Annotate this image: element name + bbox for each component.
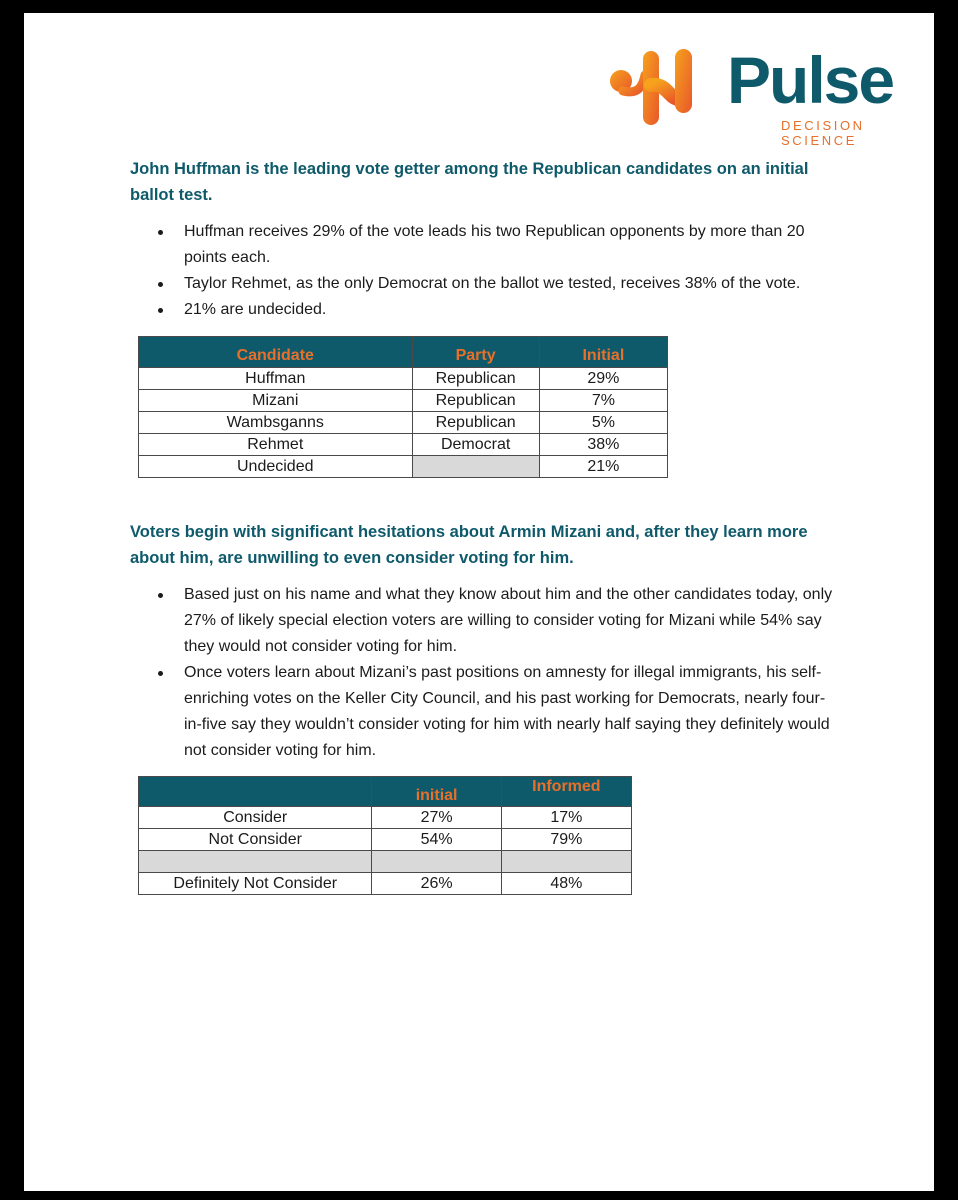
table-cell: 17% — [501, 807, 631, 829]
table-cell: Rehmet — [139, 434, 413, 456]
bullet-dot-icon — [158, 282, 163, 287]
table-cell: 48% — [501, 873, 631, 895]
table-cell: Wambsganns — [139, 412, 413, 434]
table-cell: 5% — [539, 412, 667, 434]
section2-bullet-list — [154, 582, 834, 764]
table-row — [139, 456, 668, 478]
pulse-logo-mark-icon — [609, 39, 709, 135]
table-cell: Democrat — [412, 434, 539, 456]
table-cell: Republican — [412, 390, 539, 412]
list-item: Huffman receives 29% of the vote leads his two Republican opponents by more than 20 points each. — [154, 219, 834, 271]
list-item: 21% are undecided. — [154, 297, 834, 323]
column-header: Candidate — [139, 337, 413, 368]
table-row — [139, 412, 668, 434]
table-header-row — [139, 777, 632, 807]
bullet-dot-icon — [158, 671, 163, 676]
table-cell — [501, 851, 631, 873]
document-page — [24, 13, 934, 1191]
table-cell: Definitely Not Consider — [139, 873, 372, 895]
list-item: Based just on his name and what they know about him and the other candidates today, only 27% of likely special election voters are willing to consider voting for Mizani while 54% say they would not consider voting for him. — [154, 582, 834, 660]
table-cell: 54% — [372, 829, 501, 851]
bullet-dot-icon — [158, 593, 163, 598]
table-header-row — [139, 337, 668, 368]
table-row — [139, 434, 668, 456]
table-cell: Not Consider — [139, 829, 372, 851]
bullet-dot-icon — [158, 308, 163, 313]
table-row — [139, 390, 668, 412]
list-item: Once voters learn about Mizani’s past positions on amnesty for illegal immigrants, his self-enriching votes on the Keller City Council, and his past working for Democrats, nearly four-in-five say they wouldn’t consider voting for him with nearly half saying they definitely would not consider voting for him. — [154, 660, 834, 764]
ballot-test-table — [138, 336, 668, 478]
list-item: Taylor Rehmet, as the only Democrat on the ballot we tested, receives 38% of the vote. — [154, 271, 834, 297]
table-row — [139, 851, 632, 873]
table-cell: 38% — [539, 434, 667, 456]
table-row — [139, 807, 632, 829]
logo-subtitle: DECISION SCIENCE — [781, 118, 865, 148]
table-cell: 79% — [501, 829, 631, 851]
table-cell: Republican — [412, 368, 539, 390]
column-header — [139, 777, 372, 807]
section1-heading: John Huffman is the leading vote getter among the Republican candidates on an initial ballot test. — [130, 160, 809, 204]
table-cell — [139, 851, 372, 873]
section2-heading: Voters begin with significant hesitations about Armin Mizani and, after they learn more about him, are unwilling to even consider voting for him. — [130, 523, 808, 567]
table-cell — [412, 456, 539, 478]
table-cell: 29% — [539, 368, 667, 390]
table-cell: Republican — [412, 412, 539, 434]
column-header: Party — [412, 337, 539, 368]
table-cell: 27% — [372, 807, 501, 829]
table-cell: 26% — [372, 873, 501, 895]
table-cell: Mizani — [139, 390, 413, 412]
pulse-logo — [609, 39, 921, 148]
section1-bullet-list — [154, 219, 834, 323]
table-cell: Huffman — [139, 368, 413, 390]
table-cell — [372, 851, 501, 873]
column-header: Informed — [501, 777, 631, 807]
bullet-dot-icon — [158, 230, 163, 235]
column-header: initial — [372, 777, 501, 807]
table-cell: Undecided — [139, 456, 413, 478]
table-cell: Consider — [139, 807, 372, 829]
table-row — [139, 368, 668, 390]
table-row — [139, 873, 632, 895]
consider-mizani-table — [138, 776, 632, 895]
table-cell: 21% — [539, 456, 667, 478]
column-header: Initial — [539, 337, 667, 368]
table-cell: 7% — [539, 390, 667, 412]
logo-wordmark: Pulse — [727, 43, 894, 117]
table-row — [139, 829, 632, 851]
